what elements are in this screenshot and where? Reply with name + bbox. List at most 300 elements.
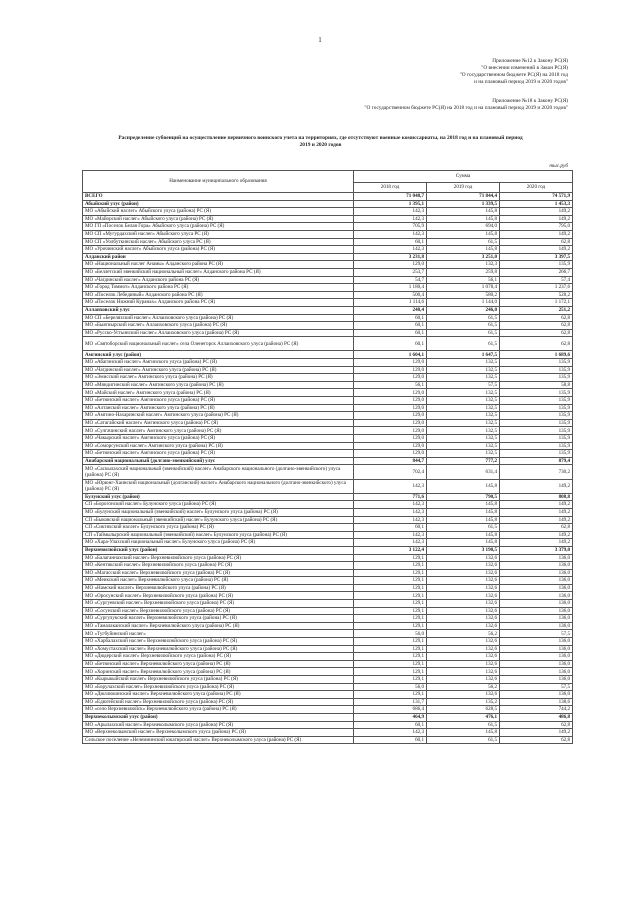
cell-municipality-name: ВСЕГО bbox=[83, 193, 354, 201]
cell-municipality-name: МО «Саскылахский национальный (эвенкийский) наслег» Анабарского национального (долгано-эвенкийского) улуса (района) РС (Я) bbox=[83, 465, 354, 479]
cell-sum-2018: 771,6 bbox=[354, 493, 427, 501]
cell-sum-2018: 129,1 bbox=[354, 554, 427, 562]
cell-municipality-name: МО «село Верхневилюйск» Верхневилюйского улуса (района) РС (Я) bbox=[83, 706, 354, 714]
cell-sum-2018: 500,4 bbox=[354, 291, 427, 299]
cell-municipality-name: МО «Арылахский наслег» Верхнеколымского улуса (района) РС (Я) bbox=[83, 721, 354, 729]
cell-sum-2019: 132,3 bbox=[427, 261, 500, 269]
cell-municipality-name: МО «Алтанский наслег» Амгинского улуса (района) РС (Я) bbox=[83, 404, 354, 412]
cell-sum-2019: 61,5 bbox=[427, 322, 500, 330]
cell-sum-2020: 135,9 bbox=[500, 397, 573, 405]
cell-municipality-name: Абыйский улус (район) bbox=[83, 200, 354, 208]
cell-municipality-name: Верхневилюйский улус (район) bbox=[83, 546, 354, 554]
cell-municipality-name: МО «Бетюнский наслег» Амгинского улуса (района) РС (Я) bbox=[83, 397, 354, 405]
cell-sum-2019: 132,6 bbox=[427, 600, 500, 608]
cell-sum-2020: 57,5 bbox=[500, 630, 573, 638]
cell-sum-2019: 145,8 bbox=[427, 208, 500, 216]
cell-sum-2020: 136,0 bbox=[500, 577, 573, 585]
cell-municipality-name: Аллаиховский улус bbox=[83, 306, 354, 314]
cell-sum-2019: 132,5 bbox=[427, 389, 500, 397]
table-row bbox=[83, 691, 573, 699]
cell-sum-2018: 60,1 bbox=[354, 322, 427, 330]
cell-sum-2019: 3 251,0 bbox=[427, 253, 500, 261]
cell-sum-2020: 136,0 bbox=[500, 569, 573, 577]
cell-municipality-name: МО «Кентикский наслег» Верхневилюйского улуса (района) РС (Я) bbox=[83, 562, 354, 570]
cell-sum-2020: 149,2 bbox=[500, 501, 573, 509]
cell-sum-2018: 129,1 bbox=[354, 584, 427, 592]
cell-sum-2018: 54,7 bbox=[354, 276, 427, 284]
cell-sum-2018: 129,1 bbox=[354, 645, 427, 653]
cell-municipality-name: МО «Булунский национальный (эвенкийский) наслег» Булунского улуса (района) РС (Я) bbox=[83, 508, 354, 516]
cell-municipality-name: МО «Майский наслег» Амгинского улуса (района) РС (Я) bbox=[83, 389, 354, 397]
cell-sum-2020: 149,2 bbox=[500, 246, 573, 254]
cell-municipality-name: МО «Быягнырский наслег» Аллаиховского улуса (района) РС (Я) bbox=[83, 322, 354, 330]
header-line: "О внесении изменений в Закон РС(Я) bbox=[481, 65, 568, 71]
cell-sum-2018: 129,0 bbox=[354, 374, 427, 382]
cell-sum-2020: 62,8 bbox=[500, 721, 573, 729]
cell-sum-2019: 1 144,0 bbox=[427, 299, 500, 307]
page-number: 1 bbox=[318, 36, 322, 44]
cell-sum-2018: 129,0 bbox=[354, 261, 427, 269]
subsidy-table-body bbox=[83, 171, 573, 744]
cell-sum-2020: 136,0 bbox=[500, 622, 573, 630]
cell-sum-2018: 142,3 bbox=[354, 531, 427, 539]
cell-municipality-name: Анабарский национальный (долгано-эвенкийский) улус bbox=[83, 457, 354, 465]
cell-municipality-name: МО «Балаганнахский наслег» Верхневилюйского улуса (района) РС (Я) bbox=[83, 554, 354, 562]
cell-municipality-name: МО «Оросунский наслег» Верхневилюйского улуса (района) РС (Я) bbox=[83, 592, 354, 600]
cell-municipality-name: СП «Сиктяхский наслег» Булунского улуса (района) РС (Я) bbox=[83, 524, 354, 532]
cell-municipality-name: МО «Мяндигинский наслег» Амгинского улуса (района) РС (Я) bbox=[83, 381, 354, 389]
cell-sum-2020: 135,9 bbox=[500, 450, 573, 458]
cell-sum-2020: 135,9 bbox=[500, 442, 573, 450]
cell-sum-2018: 60,1 bbox=[354, 238, 427, 246]
cell-sum-2020: 62,8 bbox=[500, 329, 573, 337]
cell-sum-2019: 56,1 bbox=[427, 276, 500, 284]
cell-sum-2018: 253,7 bbox=[354, 268, 427, 276]
cell-municipality-name: МО «Сосунский наслег» Верхневилюйского улуса (района) РС (Я) bbox=[83, 607, 354, 615]
cell-sum-2020: 57,4 bbox=[500, 276, 573, 284]
cell-sum-2019: 132,6 bbox=[427, 691, 500, 699]
cell-sum-2019: 132,6 bbox=[427, 622, 500, 630]
column-header-2019: 2019 год bbox=[427, 183, 500, 193]
cell-sum-2020: 149,2 bbox=[500, 215, 573, 223]
cell-sum-2020: 136,0 bbox=[500, 615, 573, 623]
cell-municipality-name: МО «Тамалаканский наслег» Верхневилюйского улуса (района) РС (Я) bbox=[83, 622, 354, 630]
cell-municipality-name: МО «Борулахский наслег» Верхневилюйского улуса (района) РС (Я) bbox=[83, 683, 354, 691]
cell-sum-2020: 62,8 bbox=[500, 322, 573, 330]
column-header-2018: 2018 год bbox=[354, 183, 427, 193]
cell-sum-2019: 145,8 bbox=[427, 479, 500, 493]
table-row bbox=[83, 366, 573, 374]
cell-sum-2020: 135,9 bbox=[500, 412, 573, 420]
table-row bbox=[83, 600, 573, 608]
cell-sum-2019: 61,5 bbox=[427, 329, 500, 337]
cell-municipality-name: МО «Город Томмот» Алданского района РС (Я) bbox=[83, 284, 354, 292]
cell-sum-2019: 61,5 bbox=[427, 524, 500, 532]
cell-sum-2019: 145,8 bbox=[427, 215, 500, 223]
table-row-subtotal bbox=[83, 493, 573, 501]
cell-sum-2018: 1 604,1 bbox=[354, 351, 427, 359]
table-row bbox=[83, 630, 573, 638]
table-row bbox=[83, 584, 573, 592]
table-row-subtotal bbox=[83, 546, 573, 554]
table-row bbox=[83, 592, 573, 600]
cell-sum-2019: 132,6 bbox=[427, 615, 500, 623]
cell-sum-2019: 132,6 bbox=[427, 592, 500, 600]
cell-sum-2018: 3 122,4 bbox=[354, 546, 427, 554]
cell-sum-2018: 142,3 bbox=[354, 508, 427, 516]
cell-sum-2020: 3 397,5 bbox=[500, 253, 573, 261]
cell-municipality-name: МО «Юрюнг-Хаинский национальный (долганский) наслег» Анабарского национального (долгано-эвенкийского) улуса (района) РС (Я) bbox=[83, 479, 354, 493]
cell-sum-2018: 142,3 bbox=[354, 729, 427, 737]
cell-sum-2020: 135,9 bbox=[500, 389, 573, 397]
cell-sum-2020: 1 237,6 bbox=[500, 284, 573, 292]
cell-municipality-name: МО «Сулгачинский наслег» Амгинского улуса (района) РС (Я) bbox=[83, 427, 354, 435]
cell-sum-2019: 132,6 bbox=[427, 569, 500, 577]
cell-sum-2019: 1 647,5 bbox=[427, 351, 500, 359]
cell-sum-2018: 129,0 bbox=[354, 359, 427, 367]
table-row bbox=[83, 427, 573, 435]
cell-sum-2020: 136,0 bbox=[500, 554, 573, 562]
cell-sum-2019: 132,6 bbox=[427, 668, 500, 676]
cell-sum-2019: 132,6 bbox=[427, 554, 500, 562]
cell-sum-2018: 129,0 bbox=[354, 427, 427, 435]
cell-municipality-name: Амгинский улус (район) bbox=[83, 351, 354, 359]
cell-municipality-name: МО «Чагдинский наслег» Алданского района РС (Я) bbox=[83, 276, 354, 284]
cell-municipality-name: МО «Дюдерский наслег» Верхневилюйского улуса (района) РС (Я) bbox=[83, 653, 354, 661]
cell-sum-2019: 132,5 bbox=[427, 412, 500, 420]
cell-sum-2019: 132,6 bbox=[427, 660, 500, 668]
table-row bbox=[83, 508, 573, 516]
cell-sum-2018: 129,0 bbox=[354, 412, 427, 420]
appendix-header-18 bbox=[364, 98, 568, 112]
cell-sum-2020: 879,4 bbox=[500, 457, 573, 465]
cell-municipality-name: МО «Дюллюкинский наслег» Верхневилюйского улуса (района) РС (Я) bbox=[83, 691, 354, 699]
table-row bbox=[83, 653, 573, 661]
unit-label: тыс.руб bbox=[549, 163, 568, 169]
cell-sum-2019: 132,6 bbox=[427, 653, 500, 661]
cell-sum-2018: 56,1 bbox=[354, 381, 427, 389]
cell-sum-2018: 60,1 bbox=[354, 721, 427, 729]
table-row bbox=[83, 261, 573, 269]
cell-municipality-name: МО «Хоринский наслег» Верхневилюйского улуса (района) РС (Я) bbox=[83, 668, 354, 676]
cell-sum-2020: 62,8 bbox=[500, 337, 573, 351]
table-row bbox=[83, 668, 573, 676]
cell-sum-2019: 132,5 bbox=[427, 366, 500, 374]
cell-municipality-name: Алданский район bbox=[83, 253, 354, 261]
cell-sum-2018: 142,3 bbox=[354, 230, 427, 238]
table-row bbox=[83, 645, 573, 653]
table-row bbox=[83, 479, 573, 493]
cell-sum-2020: 1 172,1 bbox=[500, 299, 573, 307]
table-row bbox=[83, 607, 573, 615]
column-header-name: Наименование муниципального образования bbox=[83, 171, 354, 193]
cell-sum-2018: 129,1 bbox=[354, 668, 427, 676]
cell-sum-2018: 129,0 bbox=[354, 366, 427, 374]
table-row-subtotal bbox=[83, 351, 573, 359]
table-row bbox=[83, 569, 573, 577]
cell-municipality-name: МО «Меикский наслег» Верхневилюйского улуса (района) РС (Я) bbox=[83, 577, 354, 585]
cell-municipality-name: МО «Чагдинский наслег» Амгинского улуса (района) РС (Я) bbox=[83, 366, 354, 374]
cell-sum-2018: 686,4 bbox=[354, 706, 427, 714]
cell-municipality-name: МО «Беллетский эвенкийский национальный наслег» Алданского района РС (Я) bbox=[83, 268, 354, 276]
cell-municipality-name: МО «Хара-Улахский национальный наслег» Булунского улуса (района) РС (Я) bbox=[83, 539, 354, 547]
cell-sum-2020: 135,9 bbox=[500, 419, 573, 427]
cell-sum-2020: 136,0 bbox=[500, 660, 573, 668]
table-row bbox=[83, 268, 573, 276]
cell-sum-2020: 744,2 bbox=[500, 706, 573, 714]
cell-sum-2020: 3 379,0 bbox=[500, 546, 573, 554]
cell-sum-2018: 56,0 bbox=[354, 683, 427, 691]
cell-sum-2019: 132,5 bbox=[427, 442, 500, 450]
cell-sum-2019: 1 078,4 bbox=[427, 284, 500, 292]
cell-sum-2020: 62,8 bbox=[500, 238, 573, 246]
cell-municipality-name: МО «Сургулукский наслег» Верхневилюйского улуса (района) РС (Я) bbox=[83, 615, 354, 623]
cell-sum-2020: 136,0 bbox=[500, 562, 573, 570]
cell-municipality-name: МО «Едюгейский наслег» Верхневилюйского улуса (района) РС (Я) bbox=[83, 698, 354, 706]
table-row bbox=[83, 442, 573, 450]
cell-sum-2018: 1 114,6 bbox=[354, 299, 427, 307]
cell-sum-2020: 149,2 bbox=[500, 516, 573, 524]
cell-sum-2020: 1 453,3 bbox=[500, 200, 573, 208]
header-line: "О государственном бюджете РС(Я) на 2018 год bbox=[459, 72, 568, 78]
table-row bbox=[83, 554, 573, 562]
table-row bbox=[83, 638, 573, 646]
cell-sum-2020: 795,0 bbox=[500, 223, 573, 231]
cell-sum-2018: 129,0 bbox=[354, 450, 427, 458]
document-title bbox=[88, 135, 553, 149]
cell-municipality-name: МО СП «Береляхский наслег» Аллаиховского улуса (района) РС (Я) bbox=[83, 314, 354, 322]
table-row bbox=[83, 359, 573, 367]
table-row bbox=[83, 465, 573, 479]
cell-municipality-name: МО «Магасский наслег» Верхневилюйского улуса (района) РС (Я) bbox=[83, 569, 354, 577]
cell-sum-2018: 142,3 bbox=[354, 516, 427, 524]
title-line: 2019 и 2020 годов bbox=[299, 142, 342, 148]
cell-sum-2019: 61,5 bbox=[427, 337, 500, 351]
cell-sum-2019: 145,8 bbox=[427, 246, 500, 254]
cell-sum-2019: 145,8 bbox=[427, 539, 500, 547]
header-line: "О государственном бюджете РС(Я) на 2018 год и на плановый период 2019 и 2020 годов" bbox=[364, 105, 568, 111]
cell-sum-2018: 3 231,8 bbox=[354, 253, 427, 261]
table-row bbox=[83, 230, 573, 238]
cell-sum-2019: 61,5 bbox=[427, 721, 500, 729]
cell-sum-2020: 74 571,9 bbox=[500, 193, 573, 201]
table-row bbox=[83, 223, 573, 231]
cell-sum-2018: 131,7 bbox=[354, 698, 427, 706]
cell-sum-2018: 60,1 bbox=[354, 736, 427, 744]
table-row-subtotal bbox=[83, 457, 573, 465]
table-row bbox=[83, 284, 573, 292]
cell-sum-2018: 60,1 bbox=[354, 337, 427, 351]
cell-sum-2018: 60,1 bbox=[354, 329, 427, 337]
cell-sum-2019: 246,0 bbox=[427, 306, 500, 314]
table-row bbox=[83, 412, 573, 420]
cell-municipality-name: МО «Урочинский наслег» Абыйского улуса (района) РС (Я) bbox=[83, 246, 354, 254]
cell-sum-2018: 142,3 bbox=[354, 479, 427, 493]
table-row bbox=[83, 314, 573, 322]
cell-sum-2020: 138,6 bbox=[500, 698, 573, 706]
cell-sum-2020: 149,2 bbox=[500, 729, 573, 737]
cell-sum-2019: 132,5 bbox=[427, 450, 500, 458]
cell-municipality-name: СП «Борогонский наслег» Булунского улуса (района) РС (Я) bbox=[83, 501, 354, 509]
cell-sum-2020: 135,9 bbox=[500, 366, 573, 374]
cell-sum-2020: 135,9 bbox=[500, 427, 573, 435]
table-row-subtotal bbox=[83, 253, 573, 261]
cell-sum-2018: 240,4 bbox=[354, 306, 427, 314]
cell-sum-2018: 60,1 bbox=[354, 524, 427, 532]
cell-sum-2018: 702,4 bbox=[354, 465, 427, 479]
cell-sum-2020: 149,2 bbox=[500, 208, 573, 216]
table-row bbox=[83, 329, 573, 337]
cell-sum-2019: 132,5 bbox=[427, 397, 500, 405]
cell-municipality-name: МО «Кырыкыйский наслег» Верхневилюйского улуса (района) РС (Я) bbox=[83, 676, 354, 684]
cell-sum-2019: 57,5 bbox=[427, 381, 500, 389]
cell-municipality-name: МО «Чакырский наслег» Амгинского улуса (района) РС (Я) bbox=[83, 435, 354, 443]
table-row bbox=[83, 450, 573, 458]
cell-municipality-name: МО «Намский наслег» Верхневилюйского улуса (района) РС (Я) bbox=[83, 584, 354, 592]
cell-sum-2019: 145,8 bbox=[427, 516, 500, 524]
cell-municipality-name: СП «Быковский национальный (эвенкийский) наслег» Булунского улуса (района) РС (Я) bbox=[83, 516, 354, 524]
table-row bbox=[83, 615, 573, 623]
cell-municipality-name: МО СП «Уолбуткинский наслег» Абыйского улуса РС (Я) bbox=[83, 238, 354, 246]
cell-sum-2018: 56,0 bbox=[354, 630, 427, 638]
cell-municipality-name: МО «Тугбуйинский наслег» bbox=[83, 630, 354, 638]
cell-sum-2019: 71 844,4 bbox=[427, 193, 500, 201]
cell-sum-2020: 730,2 bbox=[500, 465, 573, 479]
cell-sum-2020: 149,2 bbox=[500, 230, 573, 238]
cell-municipality-name: МО «Поселок Нижний Куранах» Алданского района РС (Я) bbox=[83, 299, 354, 307]
table-row bbox=[83, 683, 573, 691]
table-row bbox=[83, 208, 573, 216]
cell-sum-2020: 58,8 bbox=[500, 381, 573, 389]
cell-municipality-name: МО «Амгино-Нахаринский наслег» Амгинского улуса (района) РС (Я) bbox=[83, 412, 354, 420]
cell-sum-2018: 1 180,4 bbox=[354, 284, 427, 292]
cell-sum-2020: 136,0 bbox=[500, 584, 573, 592]
cell-sum-2019: 132,6 bbox=[427, 645, 500, 653]
table-row bbox=[83, 322, 573, 330]
table-row-subtotal bbox=[83, 306, 573, 314]
table-row bbox=[83, 276, 573, 284]
cell-sum-2020: 528,2 bbox=[500, 291, 573, 299]
cell-sum-2020: 62,8 bbox=[500, 736, 573, 744]
table-row bbox=[83, 404, 573, 412]
cell-sum-2020: 136,0 bbox=[500, 592, 573, 600]
cell-sum-2018: 129,1 bbox=[354, 607, 427, 615]
cell-sum-2018: 142,3 bbox=[354, 215, 427, 223]
cell-municipality-name: МО «Харбалахский наслег» Верхневилюйского улуса (района) РС (Я) bbox=[83, 638, 354, 646]
cell-sum-2019: 132,5 bbox=[427, 359, 500, 367]
table-row bbox=[83, 435, 573, 443]
title-line: Распределение субвенций на осуществление первичного воинского учета на территориях, где отсутствуют военные комиссариаты, на 2018 год и на плановый период bbox=[118, 135, 523, 141]
cell-sum-2020: 136,0 bbox=[500, 638, 573, 646]
cell-sum-2019: 61,5 bbox=[427, 238, 500, 246]
subsidy-table bbox=[82, 170, 573, 744]
cell-sum-2020: 1 689,6 bbox=[500, 351, 573, 359]
cell-sum-2020: 135,9 bbox=[500, 261, 573, 269]
table-row bbox=[83, 291, 573, 299]
cell-sum-2018: 129,1 bbox=[354, 615, 427, 623]
cell-sum-2019: 259,8 bbox=[427, 268, 500, 276]
cell-sum-2019: 132,6 bbox=[427, 607, 500, 615]
table-row bbox=[83, 337, 573, 351]
table-row bbox=[83, 516, 573, 524]
cell-sum-2020: 135,9 bbox=[500, 374, 573, 382]
cell-sum-2019: 628,5 bbox=[427, 706, 500, 714]
cell-sum-2018: 129,1 bbox=[354, 676, 427, 684]
cell-sum-2018: 71 048,7 bbox=[354, 193, 427, 201]
cell-sum-2020: 136,0 bbox=[500, 668, 573, 676]
cell-sum-2019: 132,6 bbox=[427, 638, 500, 646]
cell-municipality-name: МО «Абыйский наслег» Абыйского улуса (района) РС (Я) bbox=[83, 208, 354, 216]
cell-sum-2020: 486,8 bbox=[500, 713, 573, 721]
cell-sum-2019: 132,5 bbox=[427, 374, 500, 382]
cell-municipality-name: МО «Верхнеколымский наслег» Верхнеколымского улуса (района) РС (Я) bbox=[83, 729, 354, 737]
table-row bbox=[83, 622, 573, 630]
column-header-sum: Сумма bbox=[354, 171, 573, 183]
cell-municipality-name: МО «Сатагайский наслег» Амгинского улуса (района) РС (Я) bbox=[83, 419, 354, 427]
table-row-subtotal bbox=[83, 200, 573, 208]
cell-sum-2019: 580,2 bbox=[427, 291, 500, 299]
cell-sum-2020: 62,8 bbox=[500, 524, 573, 532]
cell-sum-2019: 1 339,5 bbox=[427, 200, 500, 208]
header-line: Приложение №12 к Закону РС(Я) bbox=[492, 58, 568, 64]
cell-sum-2019: 145,8 bbox=[427, 230, 500, 238]
cell-sum-2019: 145,8 bbox=[427, 729, 500, 737]
cell-sum-2018: 129,1 bbox=[354, 569, 427, 577]
cell-sum-2018: 142,3 bbox=[354, 208, 427, 216]
cell-sum-2018: 129,1 bbox=[354, 691, 427, 699]
table-header-row bbox=[83, 171, 573, 183]
cell-sum-2020: 136,0 bbox=[500, 691, 573, 699]
cell-sum-2019: 3 190,5 bbox=[427, 546, 500, 554]
cell-sum-2018: 129,1 bbox=[354, 577, 427, 585]
cell-sum-2018: 844,7 bbox=[354, 457, 427, 465]
cell-municipality-name: МО «Хомустахский наслег» Верхневилюйского улуса (района) РС (Я) bbox=[83, 645, 354, 653]
cell-municipality-name: МО «Поселок Лебединый» Алданского района РС (Я) bbox=[83, 291, 354, 299]
cell-sum-2018: 129,1 bbox=[354, 638, 427, 646]
cell-municipality-name: Булунский улус (район) bbox=[83, 493, 354, 501]
table-row bbox=[83, 397, 573, 405]
cell-sum-2018: 142,3 bbox=[354, 539, 427, 547]
table-row bbox=[83, 215, 573, 223]
table-row bbox=[83, 736, 573, 744]
table-row bbox=[83, 238, 573, 246]
cell-sum-2018: 129,0 bbox=[354, 404, 427, 412]
cell-sum-2019: 56,2 bbox=[427, 630, 500, 638]
table-row bbox=[83, 501, 573, 509]
cell-sum-2020: 57,5 bbox=[500, 683, 573, 691]
cell-municipality-name: МО «Соморсунский наслег» Амгинского улуса (района) РС (Я) bbox=[83, 442, 354, 450]
table-row bbox=[83, 246, 573, 254]
header-line: Приложение №18 к Закону РС(Я) bbox=[492, 98, 568, 104]
cell-sum-2020: 62,8 bbox=[500, 314, 573, 322]
cell-sum-2020: 149,2 bbox=[500, 508, 573, 516]
cell-municipality-name: СП «Таймылырский национальный (эвенкийский) наслег» Булунского улуса (района) РС (Я) bbox=[83, 531, 354, 539]
table-row bbox=[83, 524, 573, 532]
cell-sum-2018: 142,3 bbox=[354, 246, 427, 254]
cell-sum-2018: 129,1 bbox=[354, 562, 427, 570]
cell-sum-2020: 135,9 bbox=[500, 359, 573, 367]
cell-municipality-name: МО «Бетюнский наслег» Амгинского улуса (района) РС (Я) bbox=[83, 450, 354, 458]
table-row bbox=[83, 299, 573, 307]
table-row bbox=[83, 531, 573, 539]
cell-sum-2020: 136,0 bbox=[500, 676, 573, 684]
cell-sum-2019: 56,2 bbox=[427, 683, 500, 691]
header-line: и на плановый период 2019 и 2020 годов" bbox=[474, 79, 568, 85]
table-row bbox=[83, 562, 573, 570]
cell-sum-2018: 705,9 bbox=[354, 223, 427, 231]
table-row-subtotal bbox=[83, 193, 573, 201]
cell-sum-2020: 149,2 bbox=[500, 539, 573, 547]
